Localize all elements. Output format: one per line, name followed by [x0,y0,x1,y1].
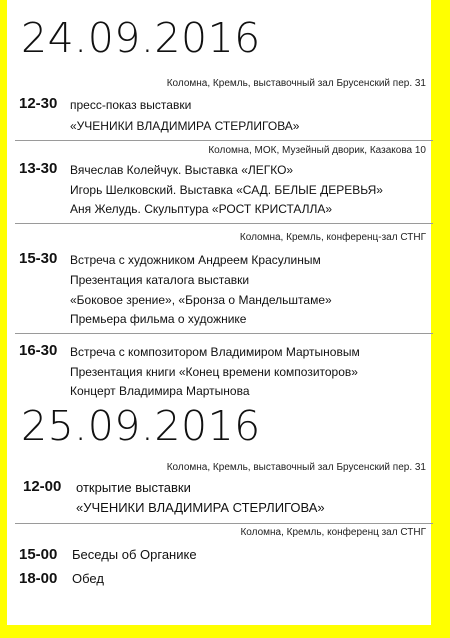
location-day2-block2: Коломна, Кремль, конференц зал СТНГ [240,527,426,538]
divider [15,223,433,224]
event-line: Презентация книги «Конец времени композиторов» [70,365,358,379]
event-line: Аня Желудь. Скульптура «РОСТ КРИСТАЛЛА» [70,202,333,216]
date-heading-day2: 25.09.2016 [21,402,261,450]
event-line: Игорь Шелковский. Выставка «САД. БЕЛЫЕ ДЕРЕВЬЯ» [70,183,383,197]
event-line: Концерт Владимира Мартынова [70,384,250,398]
time-day2-item2: 18-00 [19,570,58,587]
event-line: Обед [72,571,104,586]
event-line: «УЧЕНИКИ ВЛАДИМИРА СТЕРЛИГОВА» [70,119,300,133]
event-line: Встреча с художником Андреем Красулиным [70,253,321,267]
event-line: «Боковое зрение», «Бронза о Мандельштаме» [70,293,332,307]
time-day1-block4: 16-30 [19,342,58,359]
event-line: открытие выставки [76,480,191,495]
event-line: Премьера фильма о художнике [70,312,247,326]
time-day1-block2: 13-30 [19,160,58,177]
date-heading-day1: 24.09.2016 [21,14,261,62]
time-day1-block3: 15-30 [19,250,58,267]
divider [15,333,433,334]
event-line: Беседы об Органике [72,547,197,562]
divider [15,140,433,141]
event-line: Презентация каталога выставки [70,273,250,287]
location-day1-block3: Коломна, Кремль, конференц-зал СТНГ [239,232,426,243]
event-line: пресс-показ выставки [70,98,192,112]
event-line: Вячеслав Колейчук. Выставка «ЛЕГКО» [70,163,294,177]
time-day2-item1: 15-00 [19,546,58,563]
time-day1-block1: 12-30 [19,95,58,112]
event-line: «УЧЕНИКИ ВЛАДИМИРА СТЕРЛИГОВА» [76,500,325,515]
location-day1-block2: Коломна, МОК, Музейный дворик, Казакова 10 [208,145,426,156]
location-day1-block1: Коломна, Кремль, выставочный зал Брусенский пер. 31 [166,78,426,89]
event-line: Встреча с композитором Владимиром Мартыновым [70,345,360,359]
location-day2-block1: Коломна, Кремль, выставочный зал Брусенский пер. 31 [166,462,426,473]
time-day2-block1: 12-00 [23,478,62,495]
divider [15,523,433,524]
